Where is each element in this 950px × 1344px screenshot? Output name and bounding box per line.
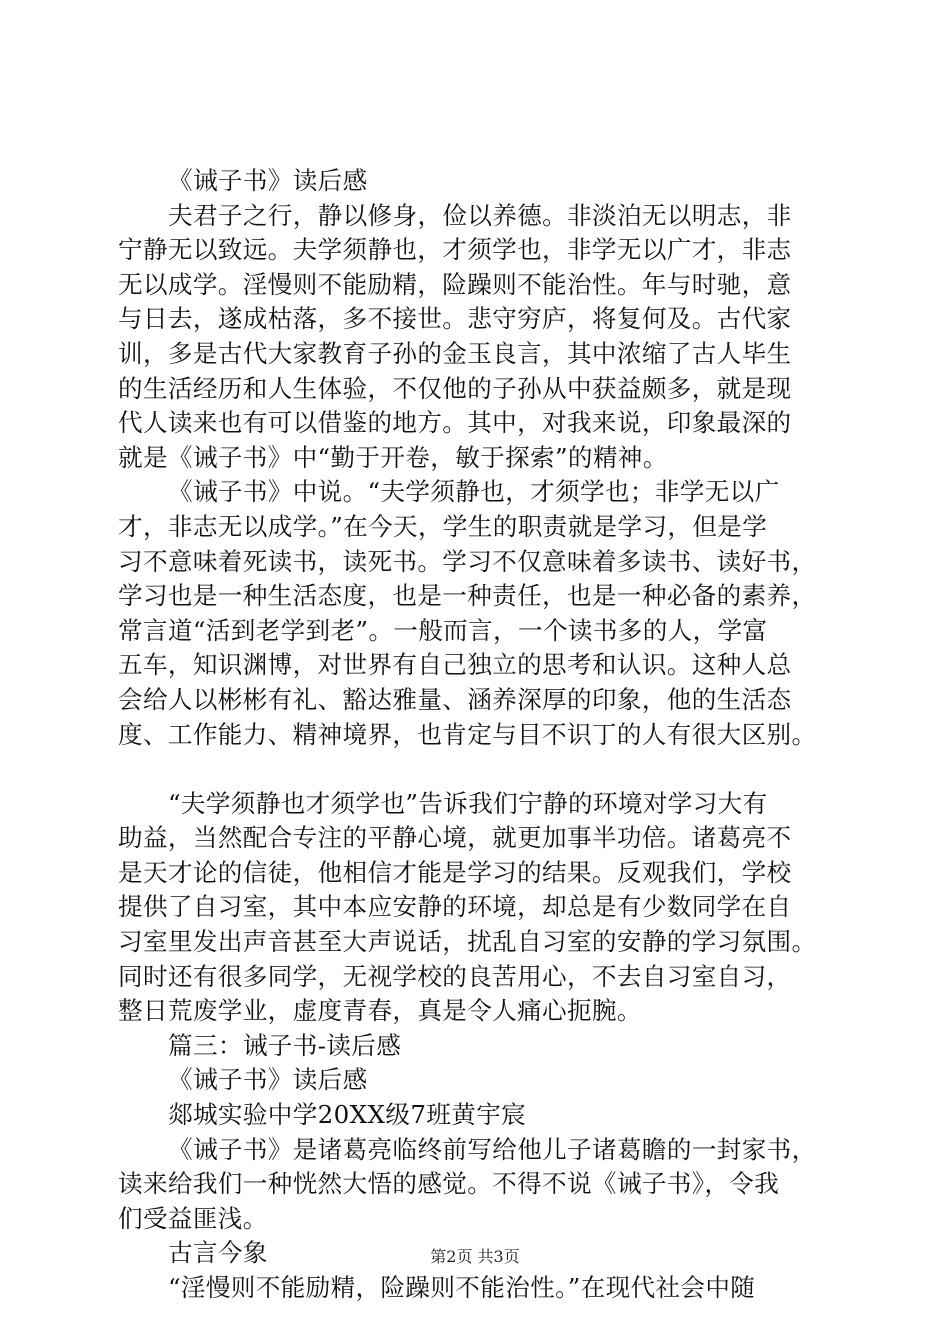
text-line: 无以成学。淫慢则不能励精，险躁则不能治性。年与时驰，意	[118, 269, 792, 299]
text-line: 会给人以彬彬有礼、豁达雅量、涵养深厚的印象，他的生活态	[118, 684, 792, 714]
text-line: 度、工作能力、精神境界，也肯定与目不识丁的人有很大区别。	[118, 719, 817, 749]
section-heading: 篇三：诫子书-读后感	[168, 1030, 402, 1060]
text-line: 宁静无以致远。夫学须静也，才须学也，非学无以广才，非志	[118, 235, 792, 265]
text-line: 是天才论的信徒，他相信才能是学习的结果。反观我们，学校	[118, 857, 792, 887]
page-number: 第2页 共3页	[430, 1247, 520, 1266]
text-line: 与日去，遂成枯落，多不接世。悲守穷庐，将复何及。古代家	[118, 304, 792, 334]
text-line: 们受益匪浅。	[118, 1203, 268, 1233]
text-line: 的生活经历和人生体验，不仅他的子孙从中获益颇多，就是现	[118, 373, 792, 403]
text-line: “淫慢则不能励精，险躁则不能治性。”在现代社会中随	[168, 1273, 756, 1302]
document-body	[118, 164, 848, 1306]
text-line: 学习也是一种生活态度，也是一种责任，也是一种必备的素养，	[118, 581, 817, 611]
section-title: 《诫子书》读后感	[168, 166, 368, 195]
subheading: 古言今象	[168, 1238, 268, 1268]
text-line: 常言道“活到老学到老”。一般而言，一个读书多的人，学富	[118, 615, 768, 645]
text-line: 习室里发出声音甚至大声说话，扰乱自习室的安静的学习氛围。	[118, 927, 817, 957]
text-line: “夫学须静也才须学也”告诉我们宁静的环境对学习大有	[168, 788, 768, 818]
author-line: 郯城实验中学20XX级7班黄宇宸	[168, 1100, 527, 1130]
text-line: 训，多是古代大家教育子孙的金玉良言，其中浓缩了古人毕生	[118, 338, 792, 368]
text-line: 整日荒废学业，虚度青春，真是令人痛心扼腕。	[118, 996, 642, 1026]
text-line: 提供了自习室，其中本应安静的环境，却总是有少数同学在自	[118, 892, 792, 922]
text-line: 《诫子书》中说。“夫学须静也，才须学也；非学无以广	[168, 477, 780, 507]
paragraph-gap	[118, 752, 848, 787]
text-line: 习不意味着死读书，读死书。学习不仅意味着多读书、读好书，	[118, 546, 817, 576]
text-line: 同时还有很多同学，无视学校的良苦用心，不去自习室自习，	[118, 961, 792, 991]
text-line: 夫君子之行，静以修身，俭以养德。非淡泊无以明志，非	[168, 200, 792, 230]
text-line: 五车，知识渊博，对世界有自己独立的思考和认识。这种人总	[118, 650, 792, 680]
text-line: 《诫子书》是诸葛亮临终前写给他儿子诸葛瞻的一封家书，	[168, 1134, 817, 1164]
text-line: 才，非志无以成学。”在今天，学生的职责就是学习，但是学	[118, 511, 768, 541]
text-line: 读来给我们一种恍然大悟的感觉。不得不说《诫子书》，令我	[118, 1169, 780, 1199]
text-line: 代人读来也有可以借鉴的地方。其中，对我来说，印象最深的	[118, 408, 792, 438]
section-title: 《诫子书》读后感	[168, 1065, 368, 1095]
text-line: 助益，当然配合专注的平静心境，就更加事半功倍。诸葛亮不	[118, 823, 792, 853]
text-line: 就是《诫子书》中“勤于开卷，敏于探索”的精神。	[118, 442, 668, 472]
